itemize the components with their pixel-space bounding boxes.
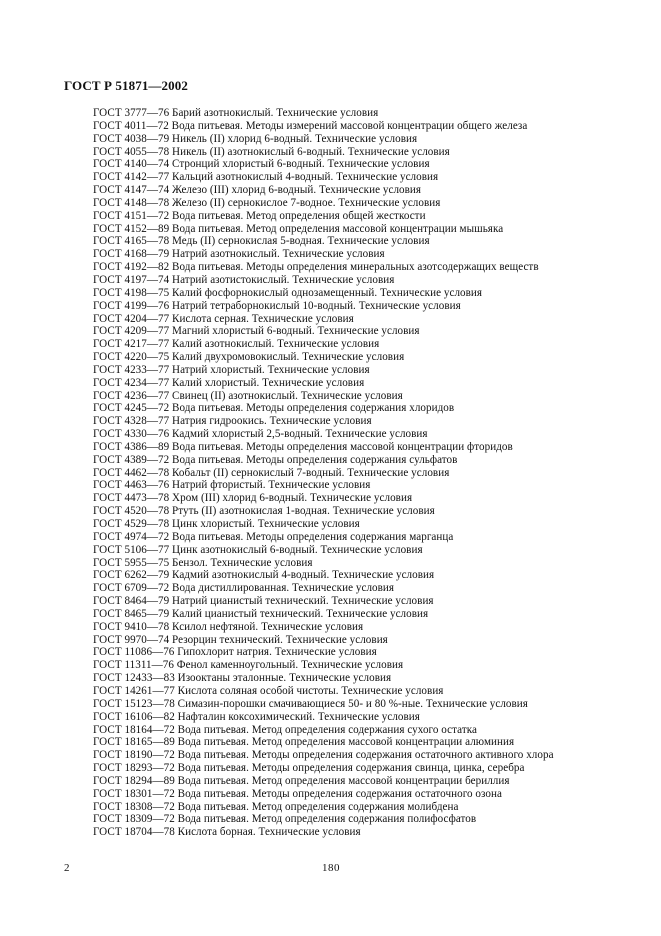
reference-item: ГОСТ 14261—77 Кислота соляная особой чистоты. Технические условия: [93, 684, 444, 697]
reference-item: ГОСТ 18165—89 Вода питьевая. Метод определения массовой концентрации алюминия: [93, 736, 515, 749]
reference-item: ГОСТ 15123—78 Симазин-порошки смачивающиеся 50- и 80 %-ные. Технические условия: [93, 697, 528, 710]
reference-item: ГОСТ 4147—74 Железо (III) хлорид 6-водный. Технические условия: [93, 184, 422, 197]
reference-item: ГОСТ 4140—74 Стронций хлористый 6-водный. Технические условия: [93, 158, 430, 171]
reference-item: ГОСТ 11086—76 Гипохлорит натрия. Технические условия: [93, 646, 377, 659]
reference-item: ГОСТ 4055—78 Никель (II) азотнокислый 6-водный. Технические условия: [93, 145, 450, 158]
reference-item: ГОСТ 4234—77 Калий хлористый. Технические условия: [93, 376, 365, 389]
reference-item: ГОСТ 4328—77 Натрия гидроокись. Технические условия: [93, 415, 372, 428]
reference-item: ГОСТ 18309—72 Вода питьевая. Метод определения содержания полифосфатов: [93, 813, 477, 826]
reference-item: ГОСТ 4330—76 Кадмий хлористый 2,5-водный. Технические условия: [93, 428, 428, 441]
reference-item: ГОСТ 4168—79 Натрий азотнокислый. Технические условия: [93, 248, 385, 261]
reference-item: ГОСТ 4220—75 Калий двухромовокислый. Технические условия: [93, 351, 405, 364]
reference-item: ГОСТ 5955—75 Бензол. Технические условия: [93, 556, 313, 569]
reference-item: ГОСТ 18301—72 Вода питьевая. Методы определения содержания остаточного озона: [93, 787, 502, 800]
reference-item: ГОСТ 8465—79 Калий цианистый технический. Технические условия: [93, 607, 429, 620]
reference-item: ГОСТ 6262—79 Кадмий азотнокислый 4-водный. Технические условия: [93, 569, 435, 582]
reference-item: ГОСТ 4192—82 Вода питьевая. Методы определения минеральных азотсодержащих веществ: [93, 261, 539, 274]
reference-item: ГОСТ 4148—78 Железо (II) сернокислое 7-водное. Технические условия: [93, 196, 441, 209]
reference-item: ГОСТ 9970—74 Резорцин технический. Технические условия: [93, 633, 388, 646]
reference-item: ГОСТ 4473—78 Хром (III) хлорид 6-водный. Технические условия: [93, 492, 413, 505]
reference-item: ГОСТ 11311—76 Фенол каменноугольный. Технические условия: [93, 659, 404, 672]
reference-item: ГОСТ 18164—72 Вода питьевая. Метод определения содержания сухого остатка: [93, 723, 477, 736]
reference-item: ГОСТ 4386—89 Вода питьевая. Методы определения массовой концентрации фторидов: [93, 440, 513, 453]
reference-item: ГОСТ 4389—72 Вода питьевая. Методы определения содержания сульфатов: [93, 453, 458, 466]
reference-item: ГОСТ 8464—79 Натрий цианистый технический. Технические условия: [93, 595, 434, 608]
reference-item: ГОСТ 4204—77 Кислота серная. Технические условия: [93, 312, 354, 325]
reference-item: ГОСТ 4038—79 Никель (II) хлорид 6-водный. Технические условия: [93, 132, 418, 145]
reference-item: ГОСТ 18293—72 Вода питьевая. Методы определения содержания свинца, цинка, серебра: [93, 762, 525, 775]
reference-item: ГОСТ 18704—78 Кислота борная. Технические условия: [93, 826, 361, 839]
reference-item: ГОСТ 6709—72 Вода дистиллированная. Технические условия: [93, 582, 395, 595]
reference-item: ГОСТ 4463—76 Натрий фтористый. Технические условия: [93, 479, 371, 492]
reference-item: ГОСТ 18190—72 Вода питьевая. Методы определения содержания остаточного активного хлора: [93, 749, 554, 762]
reference-item: ГОСТ 4152—89 Вода питьевая. Метод определения массовой концентрации мышьяка: [93, 222, 504, 235]
reference-item: ГОСТ 4529—78 Цинк хлористый. Технические условия: [93, 518, 360, 530]
reference-item: ГОСТ 18294—89 Вода питьевая. Метод определения массовой концентрации бериллия: [93, 774, 510, 787]
reference-item: ГОСТ 4974—72 Вода питьевая. Методы определения содержания марганца: [93, 530, 454, 543]
reference-item: ГОСТ 4142—77 Кальций азотнокислый 4-водный. Технические условия: [93, 171, 439, 184]
reference-item: ГОСТ 4209—77 Магний хлористый 6-водный. Технические условия: [93, 325, 420, 338]
reference-item: ГОСТ 4236—77 Свинец (II) азотнокислый. Технические условия: [93, 389, 403, 402]
document-header: ГОСТ Р 51871—2002: [64, 78, 188, 93]
reference-item: ГОСТ 4245—72 Вода питьевая. Методы определения содержания хлоридов: [93, 402, 455, 415]
reference-item: ГОСТ 4199—76 Натрий тетраборнокислый 10-водный. Технические условия: [93, 299, 461, 312]
reference-item: ГОСТ 4520—78 Ртуть (II) азотнокислая 1-водная. Технические условия: [93, 505, 435, 518]
reference-item: ГОСТ 4462—78 Кобальт (II) сернокислый 7-водный. Технические условия: [93, 466, 450, 479]
reference-item: ГОСТ 4233—77 Натрий хлористый. Технические условия: [93, 363, 370, 376]
reference-item: ГОСТ 3777—76 Барий азотнокислый. Технические условия: [93, 107, 379, 119]
reference-item: ГОСТ 5106—77 Цинк азотнокислый 6-водный. Технические условия: [93, 543, 423, 556]
reference-item: ГОСТ 16106—82 Нафталин коксохимический. Технические условия: [93, 710, 420, 723]
page-number: 2: [64, 862, 70, 874]
normative-references-list: [93, 107, 554, 839]
reference-item: ГОСТ 4011—72 Вода питьевая. Методы измерений массовой концентрации общего железа: [93, 119, 528, 132]
reference-item: ГОСТ 4217—77 Калий азотнокислый. Технические условия: [93, 338, 380, 351]
reference-item: ГОСТ 12433—83 Изооктаны эталонные. Технические условия: [93, 672, 392, 685]
reference-item: ГОСТ 4151—72 Вода питьевая. Метод определения общей жесткости: [93, 209, 426, 222]
reference-item: ГОСТ 4197—74 Натрий азотистокислый. Технические условия: [93, 273, 395, 286]
reference-item: ГОСТ 4165—78 Медь (II) сернокислая 5-водная. Технические условия: [93, 235, 430, 248]
reference-item: ГОСТ 9410—78 Ксилол нефтяной. Технические условия: [93, 620, 364, 633]
reference-item: ГОСТ 18308—72 Вода питьевая. Метод определения содержания молибдена: [93, 800, 459, 813]
sheet-number: 180: [322, 862, 340, 874]
reference-item: ГОСТ 4198—75 Калий фосфорнокислый однозамещенный. Технические условия: [93, 286, 483, 299]
